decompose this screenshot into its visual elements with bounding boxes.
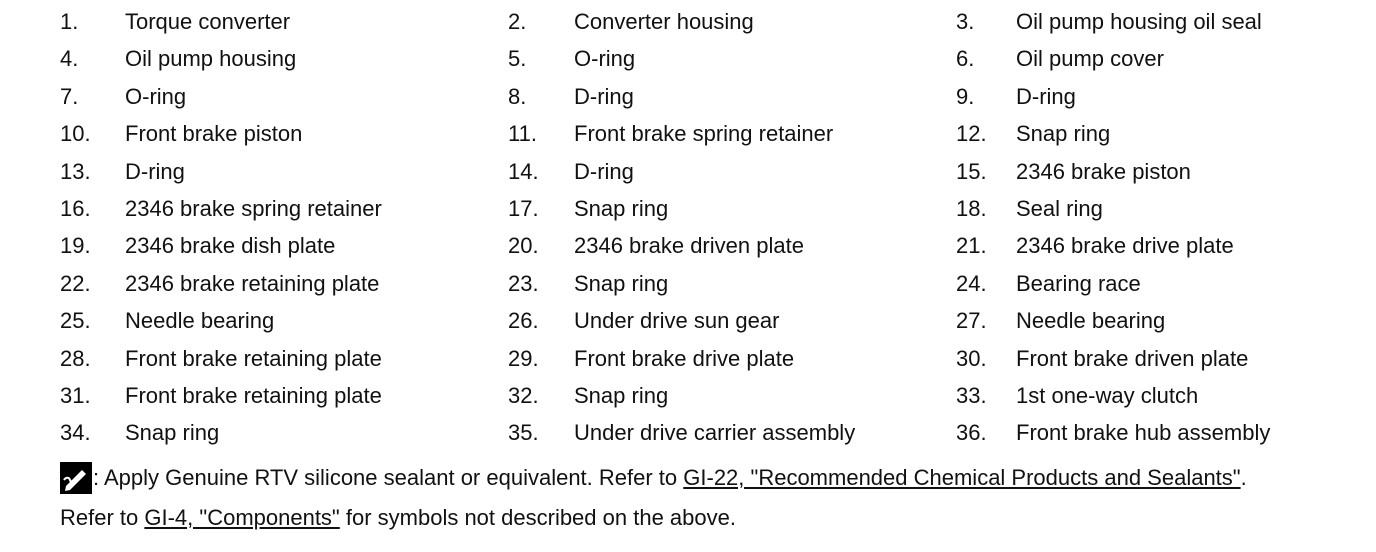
legend-row (0, 112, 1376, 149)
legend-row (0, 187, 1376, 224)
part-name: Bearing race (1016, 270, 1141, 296)
part-number: 23. (508, 270, 539, 296)
part-number: 2. (508, 9, 527, 34)
part-name: Snap ring (574, 270, 669, 296)
part-number: 30. (956, 345, 987, 371)
part-number: 32. (508, 382, 539, 408)
part-name: Front brake piston (125, 121, 303, 147)
part-name: Snap ring (1016, 121, 1111, 147)
gi-4-link[interactable]: GI-4, "Components" (144, 505, 340, 530)
part-name: D-ring (574, 158, 634, 184)
legend-row (0, 411, 1376, 448)
part-name: Under drive carrier assembly (574, 420, 856, 446)
part-number: 35. (508, 420, 539, 446)
legend-row (0, 299, 1376, 336)
part-name: Under drive sun gear (574, 308, 780, 334)
part-number: 36. (956, 420, 987, 446)
part-number: 14. (508, 158, 539, 184)
part-name: Oil pump cover (1016, 46, 1164, 72)
part-number: 12. (956, 121, 987, 147)
part-name: Snap ring (574, 195, 669, 221)
part-name: Oil pump housing oil seal (1016, 9, 1262, 34)
part-number: 20. (508, 233, 539, 259)
part-name: Front brake spring retainer (574, 121, 834, 147)
part-number: 4. (60, 46, 79, 72)
sealant-note-suffix: . (1240, 465, 1247, 490)
part-name: 2346 brake driven plate (574, 233, 804, 259)
reference-note (60, 500, 736, 536)
legend-row (0, 262, 1376, 299)
part-name: 1st one-way clutch (1016, 382, 1199, 408)
part-name: D-ring (125, 158, 185, 184)
part-name: 2346 brake retaining plate (125, 270, 380, 296)
legend-row (0, 37, 1376, 74)
part-number: 10. (60, 121, 91, 147)
part-name: Snap ring (125, 420, 220, 446)
part-name: D-ring (1016, 83, 1076, 109)
part-number: 25. (60, 308, 91, 334)
legend-row (0, 75, 1376, 112)
part-number: 3. (956, 9, 975, 34)
part-name: 2346 brake spring retainer (125, 195, 382, 221)
part-number: 7. (60, 83, 79, 109)
part-name: Torque converter (125, 9, 291, 34)
part-name: Front brake drive plate (574, 345, 795, 371)
legend-row (0, 374, 1376, 411)
part-name: O-ring (125, 83, 187, 109)
part-number: 31. (60, 382, 91, 408)
part-number: 18. (956, 195, 987, 221)
reference-note-suffix: for symbols not described on the above. (339, 505, 736, 530)
part-name: Needle bearing (125, 308, 275, 334)
legend-row (0, 0, 1376, 37)
part-number: 34. (60, 420, 91, 446)
part-number: 1. (60, 9, 79, 34)
part-name: Snap ring (574, 382, 669, 408)
part-number: 15. (956, 158, 987, 184)
part-number: 6. (956, 46, 975, 72)
part-number: 13. (60, 158, 91, 184)
part-name: Needle bearing (1016, 308, 1166, 334)
legend-row (0, 150, 1376, 187)
part-name: O-ring (574, 46, 636, 72)
sealant-note (60, 458, 1247, 498)
reference-note-prefix: Refer to (60, 505, 145, 530)
part-number: 5. (508, 46, 527, 72)
gi-22-link[interactable]: GI-22, "Recommended Chemical Products and Sealants" (683, 465, 1241, 490)
part-number: 19. (60, 233, 91, 259)
part-number: 9. (956, 83, 975, 109)
legend-row (0, 224, 1376, 261)
part-number: 17. (508, 195, 539, 221)
part-number: 21. (956, 233, 987, 259)
part-name: 2346 brake dish plate (125, 233, 336, 259)
part-number: 8. (508, 83, 527, 109)
part-number: 16. (60, 195, 91, 221)
part-number: 29. (508, 345, 539, 371)
part-number: 11. (508, 121, 537, 147)
part-number: 27. (956, 308, 987, 334)
part-number: 22. (60, 270, 91, 296)
part-name: 2346 brake drive plate (1016, 233, 1234, 259)
part-number: 28. (60, 345, 91, 371)
part-name: Converter housing (574, 9, 754, 34)
part-name: Front brake hub assembly (1016, 420, 1271, 446)
part-name: Front brake driven plate (1016, 345, 1249, 371)
part-name: Front brake retaining plate (125, 382, 382, 408)
legend-row (0, 337, 1376, 374)
sealant-icon (60, 462, 92, 494)
part-name: 2346 brake piston (1016, 158, 1191, 184)
sealant-note-text: : Apply Genuine RTV silicone sealant or equivalent. Refer to (93, 465, 684, 490)
part-number: 24. (956, 270, 987, 296)
part-name: Front brake retaining plate (125, 345, 382, 371)
part-number: 33. (956, 382, 987, 408)
part-name: Oil pump housing (125, 46, 297, 72)
part-name: D-ring (574, 83, 634, 109)
part-name: Seal ring (1016, 195, 1103, 221)
part-number: 26. (508, 308, 539, 334)
